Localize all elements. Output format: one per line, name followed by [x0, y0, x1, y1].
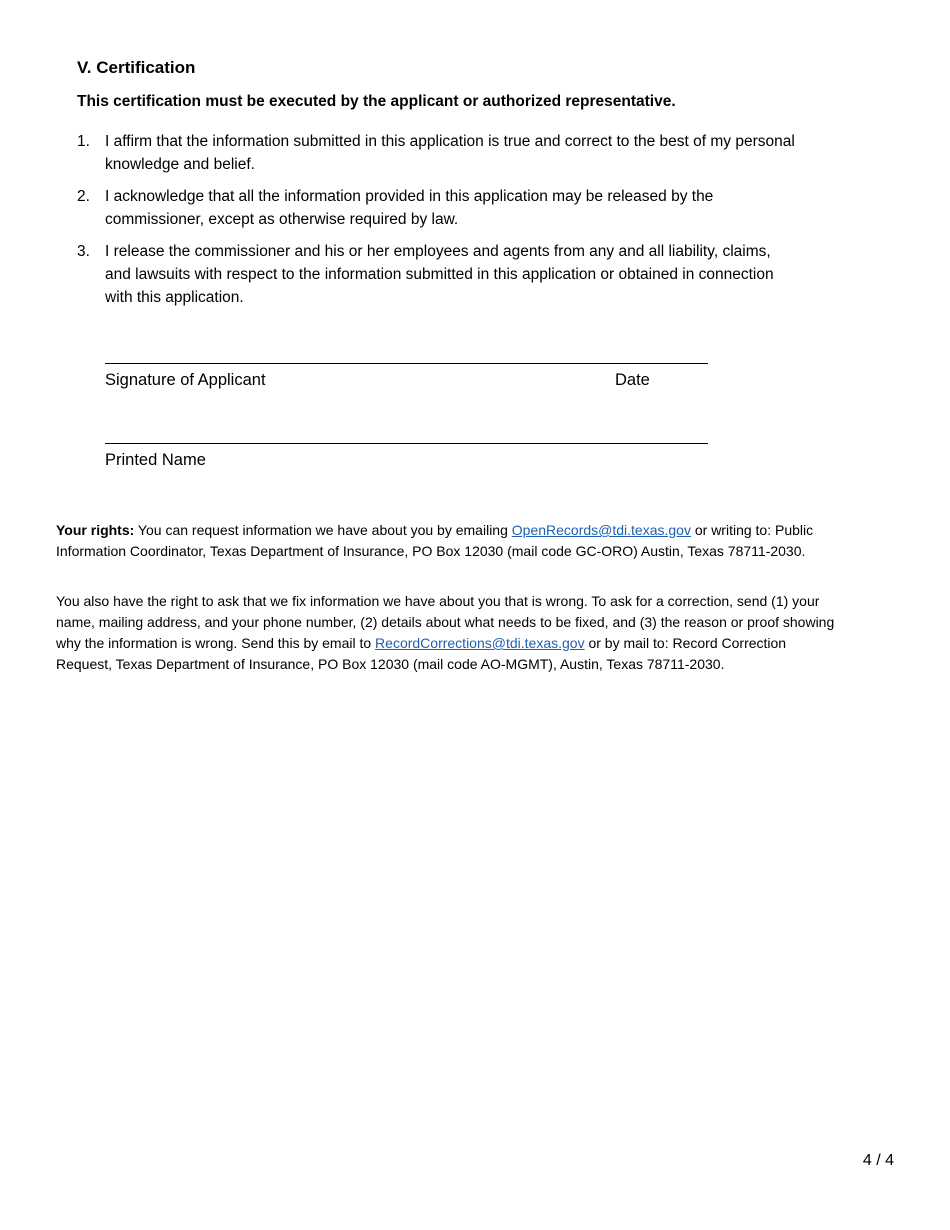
list-item-number: 3. — [77, 243, 90, 260]
rights-paragraph — [56, 520, 846, 562]
record-corrections-email-link[interactable]: RecordCorrections@tdi.texas.gov — [375, 635, 585, 651]
date-label: Date — [615, 371, 650, 389]
list-item — [77, 185, 797, 231]
list-item-text: I affirm that the information submitted in this application is true and correct to the best of my personal knowledge and belief. — [105, 133, 795, 173]
certification-intro: This certification must be executed by the applicant or authorized representative. — [77, 93, 676, 110]
rights-heading: Your rights: — [56, 522, 135, 538]
signature-label: Signature of Applicant — [105, 371, 266, 389]
correction-text: or by mail to: Record Correction Request, Texas Department of Insurance, PO Box 12030 (mail code AO-MGMT), Austin, Texas 78711-2030. — [56, 635, 787, 672]
list-item-number: 1. — [77, 133, 90, 150]
correction-text: You also have the right to ask that we fix information we have about you that is wrong. To ask for a correction, send (1) your name, mailing address, and your phone number, (2) details about what needs to be fixed, and (3) the reason or proof showing why the information is wrong. Send this by email to — [56, 593, 835, 651]
printed-name-line[interactable] — [105, 443, 708, 444]
rights-text: You can request information we have about you by emailing — [134, 522, 512, 538]
certification-list — [77, 130, 797, 318]
list-item-text: I acknowledge that all the information provided in this application may be released by the commissioner, except as otherwise required by law. — [105, 188, 714, 228]
list-item-number: 2. — [77, 188, 90, 205]
open-records-email-link[interactable]: OpenRecords@tdi.texas.gov — [511, 522, 691, 538]
printed-name-label: Printed Name — [105, 451, 206, 469]
rights-text: or writing to: Public Information Coordinator, Texas Department of Insurance, PO Box 12030 (mail code GC-ORO) Austin, Texas 78711-2030. — [56, 522, 814, 559]
section-heading: V. Certification — [77, 58, 196, 77]
list-item — [77, 240, 797, 309]
page-number: 4 / 4 — [862, 1152, 894, 1169]
correction-paragraph — [56, 591, 846, 675]
list-item-text: I release the commissioner and his or her employees and agents from any and all liability, claims, and lawsuits with respect to the information submitted in this application or obtained in connection with this application. — [105, 243, 774, 306]
signature-line[interactable] — [105, 363, 708, 364]
list-item — [77, 130, 797, 176]
